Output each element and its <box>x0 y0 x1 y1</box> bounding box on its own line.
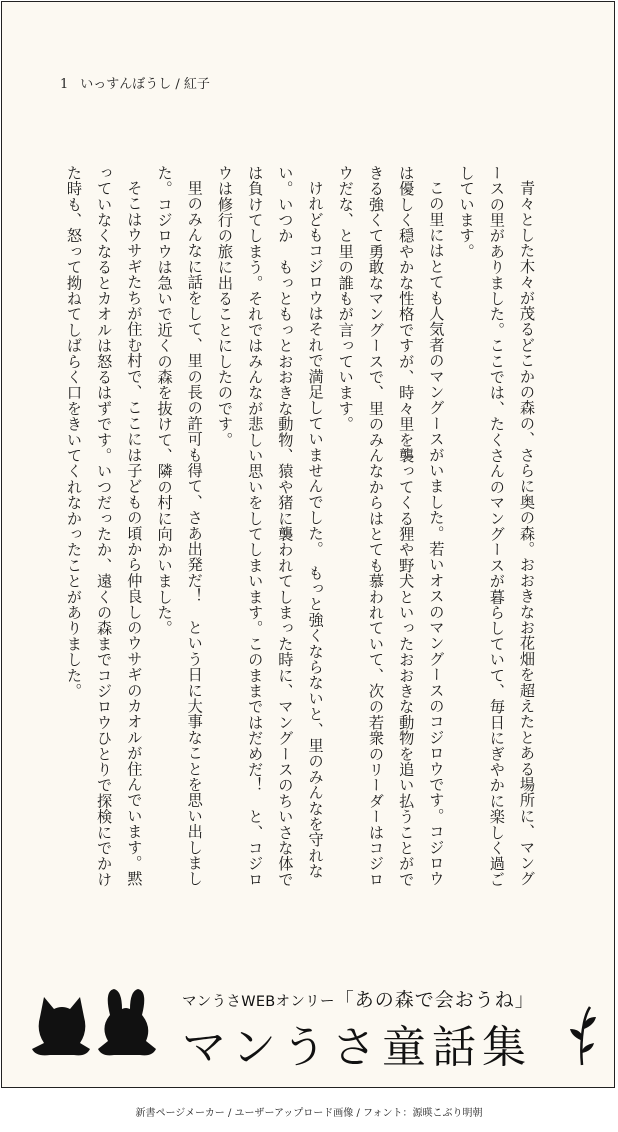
paragraph: けれどもコジロウはそれで満足していませんでした。 もっと強くならないと、里のみんなを守れない。いつか もっともっとおおきな動物、猿や猪に襲われてしまった時に、マングースのちいさな体では負けてしまう。それではみんなが悲しい思いをしてしまいます。このままではだめだ！ と、コジロウは修行の旅に出ることにしたのです。 <box>215 165 325 888</box>
page-header <box>60 73 210 92</box>
event-quote: 「あの森で会おうね」 <box>334 989 535 1011</box>
anthology-title: マンうさ童話集 <box>182 1022 532 1073</box>
credits-line: 新書ページメーカー / ユーザーアップロード画像 / フォント：源暎こぶり明朝 <box>135 1108 483 1119</box>
paragraph: 青々とした木々が茂るどこかの森の、さらに奥の森。おおきなお花畑を超えたとある場所に、マングースの里がありました。ここでは、たくさんのマングースが暮らしていて、毎日にぎやかに楽しく過ごしています。 <box>457 165 536 888</box>
story-title: いっすんぼうし / 紅子 <box>80 77 210 92</box>
footer-banner <box>30 977 600 1077</box>
book-page <box>1 1 615 1088</box>
paragraph: この里にはとても人気者のマングースがいました。若いオスのマングースのコジロウです。コジロウは優しく穏やかな性格ですが、時々里を襲ってくる狸や野犬といったおおきな動物を追い払うことができる強くて勇敢なマングースで、里のみんなからはとても慕われていて、次の若衆のリーダーはコジロウだな、と里の誰もが言っています。 <box>336 165 446 888</box>
vertical-body-text <box>59 165 542 900</box>
sprout-icon <box>568 1003 598 1067</box>
event-name: マンうさWEBオンリー <box>182 994 335 1010</box>
mongoose-rabbit-silhouette-icon <box>30 987 160 1067</box>
page-number: 1 <box>60 77 69 92</box>
paragraph: そこはウサギたちが住む村で、ここには子どもの頃から仲良しのウサギのカオルが住んでいます。黙っていなくなるとカオルは怒るはずです。いつだったか、遠くの森までコジロウひとりで探検にでかけた時も、怒って拗ねてしばらく口をきいてくれなかったことがありました。 <box>64 165 144 888</box>
paragraph: 里のみんなに話をして、里の長の許可も得て、さあ出発だ！ という日に大事なことを思い出しました。コジロウは急いで近くの森を抜けて、隣の村に向かいました。 <box>155 165 204 887</box>
banner-subtitle <box>182 985 535 1012</box>
